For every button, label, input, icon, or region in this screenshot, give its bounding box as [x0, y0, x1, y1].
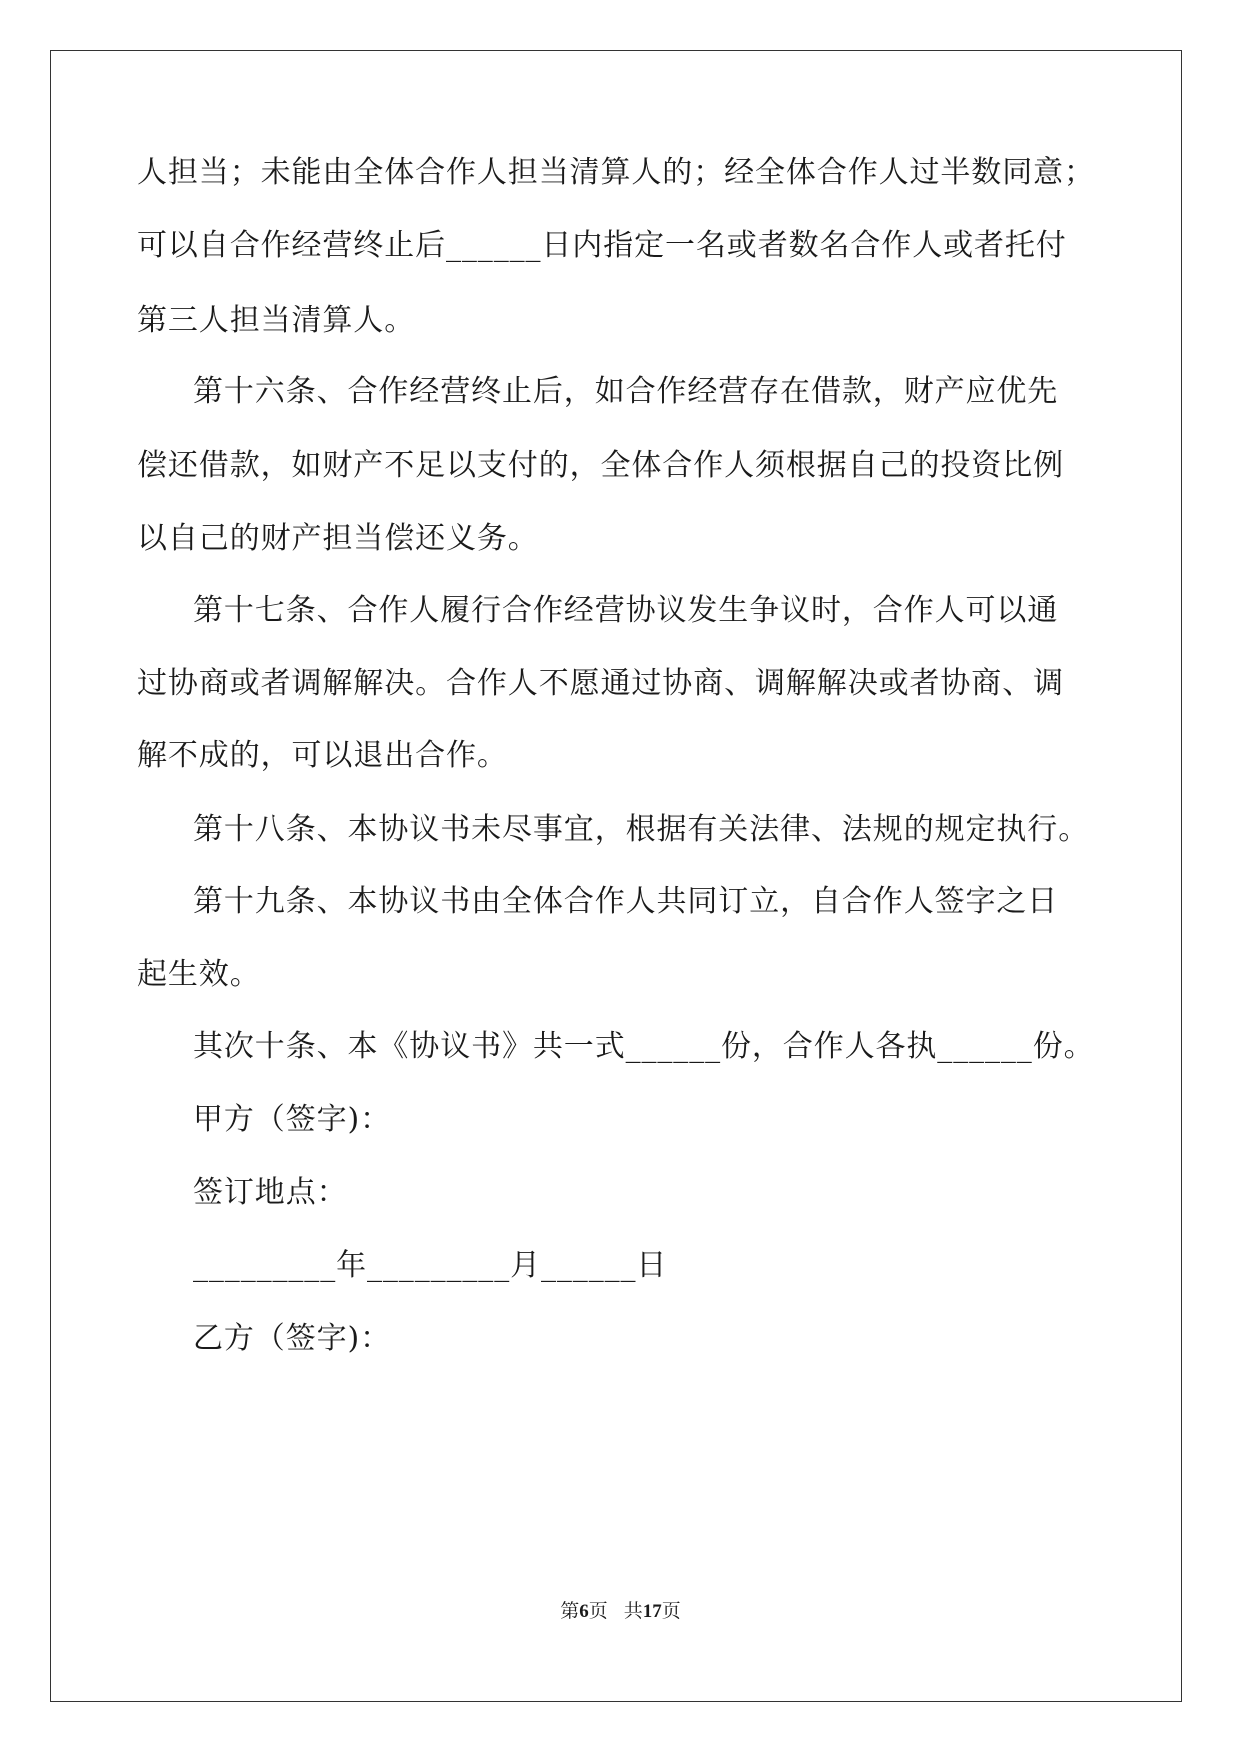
footer-page-number: 6: [579, 1601, 589, 1622]
text-line-3: 第三人担当清算人。: [137, 303, 416, 338]
text-line-11: 第十九条、本协议书由全体合作人共同订立，自合作人签字之日: [193, 884, 1059, 919]
text-line-2: 可以自合作经营终止后______日内指定一名或者数名合作人或者托付: [137, 228, 1067, 263]
text-line-4: 第十六条、合作经营终止后，如合作经营存在借款，财产应优先: [193, 374, 1059, 409]
page-footer: [0, 1598, 1241, 1625]
page-frame: [50, 50, 1182, 1702]
text-line-9: 解不成的，可以退出合作。: [137, 738, 508, 773]
signing-place-line: 签订地点：: [193, 1175, 348, 1210]
footer-total-suffix: 页: [661, 1600, 681, 1622]
text-line-6: 以自己的财产担当偿还义务。: [137, 521, 539, 556]
date-line: _________年_________月______日: [193, 1248, 668, 1283]
text-line-5: 偿还借款，如财产不足以支付的，全体合作人须根据自己的投资比例: [137, 448, 1064, 483]
text-line-8: 过协商或者调解解决。合作人不愿通过协商、调解解决或者协商、调: [137, 666, 1064, 701]
text-line-1: 人担当；未能由全体合作人担当清算人的；经全体合作人过半数同意；: [137, 155, 1095, 190]
footer-page-suffix: 页: [588, 1600, 608, 1622]
footer-total-pages: 17: [642, 1601, 662, 1622]
party-b-signature-line: 乙方（签字)：: [193, 1321, 392, 1356]
text-line-10: 第十八条、本协议书未尽事宜，根据有关法律、法规的规定执行。: [193, 812, 1090, 847]
footer-page-prefix: 第: [560, 1600, 580, 1622]
text-line-13: 其次十条、本《协议书》共一式______份，合作人各执______份。: [193, 1029, 1095, 1064]
footer-total-prefix: 共: [623, 1600, 643, 1622]
text-line-7: 第十七条、合作人履行合作经营协议发生争议时，合作人可以通: [193, 593, 1059, 628]
text-line-12: 起生效。: [137, 957, 261, 992]
party-a-signature-line: 甲方（签字)：: [193, 1102, 392, 1137]
